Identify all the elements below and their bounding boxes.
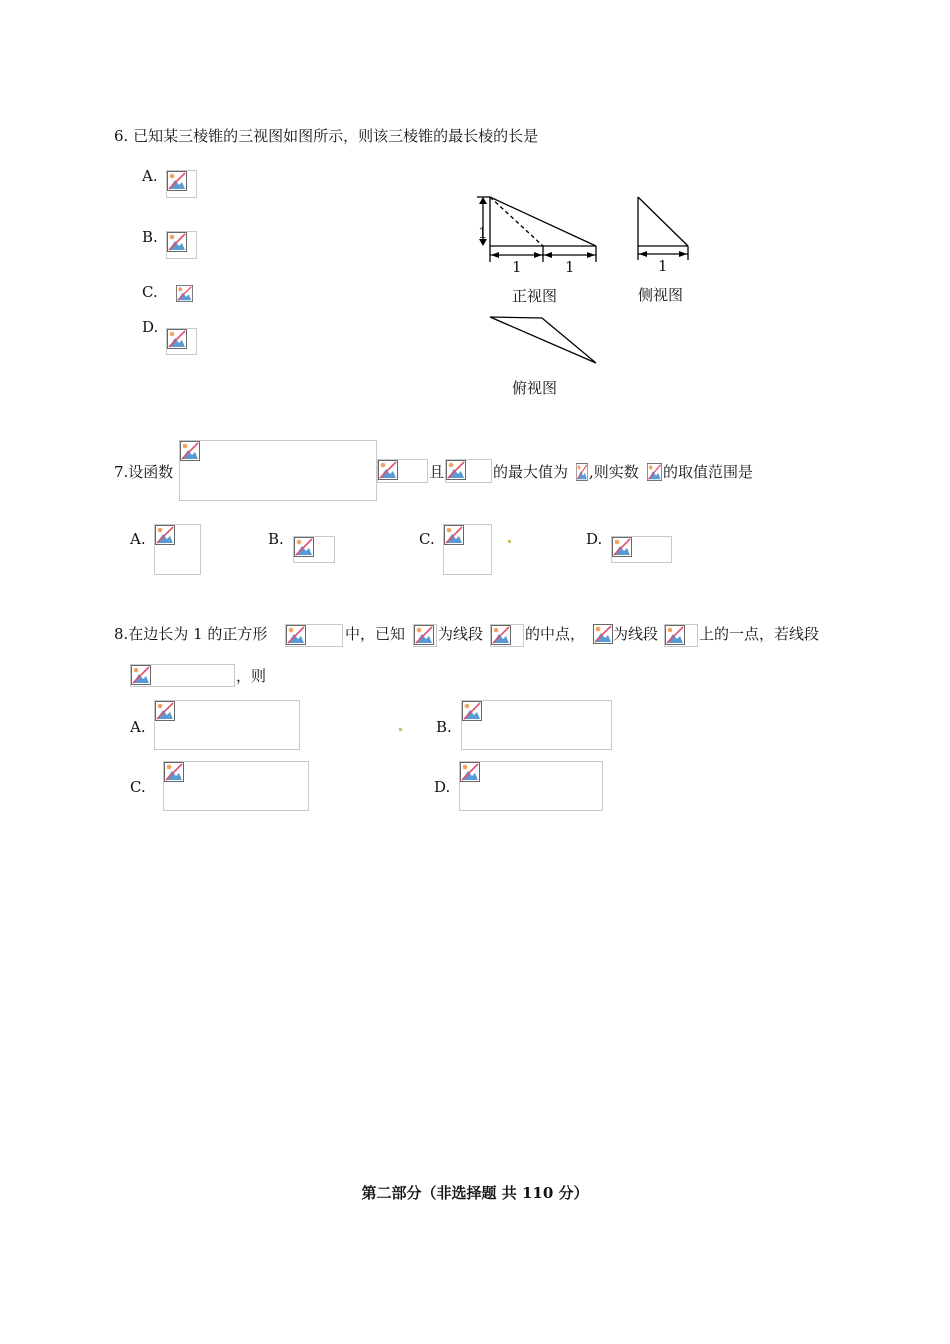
broken-image-icon [446,460,466,480]
broken-image-icon [378,460,398,480]
stray-dot [399,728,402,731]
q8-mid5: 上的一点，若线段 [699,625,820,643]
q6-option-b-label: B. [142,228,158,246]
broken-image-icon [294,537,314,557]
q8-prefix: 8.在边长为 1 的正方形 [114,625,268,643]
broken-image-icon [460,762,480,782]
q8-mid4: 为线段 [613,625,659,643]
broken-image-icon [167,329,187,349]
q8-condition-image [130,664,235,687]
q8-point-e-image [413,624,437,647]
q7-option-c-image [443,524,492,575]
broken-image-icon [462,701,482,721]
q8-then: ，则 [236,667,267,685]
q8-segment1-image [490,624,524,647]
q6-option-a-label: A. [142,167,158,185]
q6-option-c-image [176,284,193,303]
q8-option-d-image [459,761,603,811]
broken-image-icon [414,625,434,645]
q8-option-b-label: B. [436,718,452,736]
broken-image-icon [665,625,685,645]
broken-image-icon [444,525,464,545]
q7-option-b-image [293,536,335,563]
broken-image-icon [155,701,175,721]
broken-image-icon [164,762,184,782]
q7-option-d-image [611,536,672,563]
broken-image-icon [576,463,588,481]
broken-image-icon [176,284,193,303]
q7-option-b-label: B. [268,530,284,548]
q6-stem: 6. 已知某三棱锥的三视图如图所示，则该三棱锥的最长棱的长是 [114,127,539,145]
q7-option-d-label: D. [586,530,603,548]
front-view-right-width-label: 1 [565,258,575,276]
stray-dot [508,540,511,543]
broken-image-icon [491,625,511,645]
q8-point-f-image [593,624,613,647]
broken-image-icon [131,665,151,685]
front-view [477,197,596,262]
q8-square-image [285,624,343,647]
q7-option-a-image [154,524,201,575]
q7-then-text: ,则实数 [589,463,639,481]
q6-option-d-label: D. [142,318,159,336]
q8-option-c-label: C. [130,778,146,796]
broken-image-icon [180,441,200,461]
q7-max-text: 的最大值为 [493,463,569,481]
q8-option-d-label: D. [434,778,451,796]
q7-condition-image [377,459,428,483]
q6-option-a-image [166,170,197,198]
q6-option-d-image [166,328,197,355]
side-view-width-label: 1 [658,257,668,275]
section-heading: 第二部分（非选择题 共 110 分） [361,1184,589,1202]
top-view-caption: 俯视图 [512,379,558,397]
front-view-caption: 正视图 [512,287,558,305]
three-view-figure [470,188,700,368]
q8-option-b-image [461,700,612,750]
q7-range-text: 的取值范围是 [663,463,754,481]
broken-image-icon [167,232,187,252]
q8-option-a-label: A. [130,718,146,736]
q8-mid1: 中，已知 [345,625,406,643]
q8-segment2-image [664,624,698,647]
q6-option-c-label: C. [142,283,158,301]
broken-image-icon [155,525,175,545]
q8-option-c-image [163,761,309,811]
q8-mid3: 的中点， [525,625,586,643]
q7-condition2-image [445,459,492,483]
q6-option-b-image [166,231,197,259]
front-view-left-width-label: 1 [512,258,522,276]
q8-mid2: 为线段 [438,625,484,643]
q8-option-a-image [154,700,300,750]
q7-option-a-label: A. [130,530,146,548]
side-view [638,197,688,260]
top-view [490,317,596,363]
broken-image-icon [647,463,662,481]
side-view-caption: 侧视图 [638,286,684,304]
q7-prefix: 7.设函数 [114,463,174,481]
front-view-height-label: 1 [478,224,488,242]
q7-and: 且 [429,463,445,481]
broken-image-icon [286,625,306,645]
q7-function-image [179,440,377,501]
broken-image-icon [167,171,187,191]
q7-option-c-label: C. [419,530,435,548]
broken-image-icon [593,624,613,644]
broken-image-icon [612,537,632,557]
